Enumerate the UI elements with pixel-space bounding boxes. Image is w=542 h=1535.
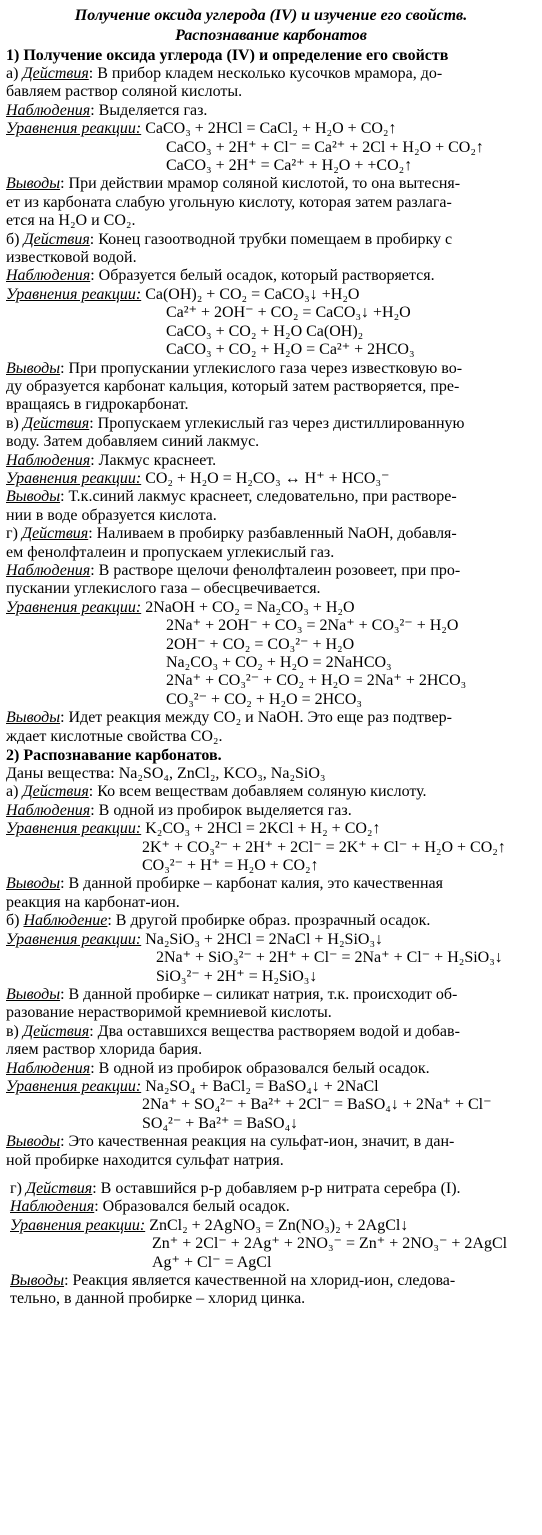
actions-label: Действия: [22, 414, 90, 432]
s1a-actions-line-1: а) Действия: В прибор кладем несколько кусочков мрамора, до-: [6, 65, 443, 82]
s2a-equation-3: CO₃²⁻ + H⁺ = H₂O + CO₂↑: [142, 857, 319, 875]
s1c-observations: Наблюдения: Лакмус краснеет.: [6, 451, 217, 469]
document-page: [6, 6, 536, 1309]
s2b-observations: б) Наблюдение: В другой пробирке образ. прозрачный осадок.: [6, 912, 431, 930]
observations-label: Наблюдения: [10, 1198, 95, 1216]
s1b-observations: Наблюдения: Образуется белый осадок, который растворяется.: [6, 267, 435, 285]
s1b-equation-1: Уравнения реакции: Ca(OH)₂ + CO₂ = CaCO₃↓ +H₂O: [6, 285, 360, 303]
s2d-equation-1: Уравнения реакции: ZnCl₂ + 2AgNO₃ = Zn(NO₃)₂ + 2AgCl↓: [10, 1216, 409, 1234]
equations-label: Уравнения реакции:: [6, 120, 142, 138]
s1d-equation-1: Уравнения реакции: 2NaOH + CO₂ = Na₂CO₃ + H₂O: [6, 598, 355, 616]
s1c-conclusion-line-1: Выводы: Т.к.синий лакмус краснеет, следовательно, при растворе-: [6, 488, 457, 506]
s1d-equation-4: Na₂CO₃ + CO₂ + H₂O = 2NaHCO₃: [166, 654, 392, 671]
conclusions-label: Выводы: [6, 488, 61, 506]
s2b-equation-1: Уравнения реакции: Na₂SiO₃ + 2HCl = 2NaCl + H₂SiO₃↓: [6, 930, 384, 948]
s2b-conclusion-line-2: разование нерастворимой кремниевой кислоты.: [6, 1004, 332, 1022]
conclusions-label: Выводы: [6, 985, 61, 1003]
s2b-equation-3: SiO₃²⁻ + 2H⁺ = H₂SiO₃↓: [156, 967, 318, 985]
s1d-equation-5: 2Na⁺ + CO₃²⁻ + CO₂ + H₂O = 2Na⁺ + 2HCO₃: [166, 672, 467, 690]
actions-label: Действия: [22, 1022, 90, 1040]
s2c-conclusion-line-2: ной пробирке находится сульфат натрия.: [6, 1151, 284, 1169]
s1b-conclusion-line-2: ду образуется карбонат кальция, который затем растворяется, пре-: [6, 377, 460, 395]
s2d-conclusion-line-2: тельно, в данной пробирке – хлорид цинка.: [10, 1290, 306, 1308]
s1d-observations-line-1: Наблюдения: В растворе щелочи фенолфталеин розовеет, при про-: [6, 561, 461, 579]
s1d-actions-line-2: ем фенолфталеин и пропускаем углекислый газ.: [6, 543, 335, 561]
s2a-equation-2: 2K⁺ + CO₃²⁻ + 2H⁺ + 2Cl⁻ = 2K⁺ + Cl⁻ + H₂O + CO₂↑: [142, 838, 506, 856]
page-title: [6, 6, 536, 46]
s2c-equation-3: SO₄²⁻ + Ba²⁺ = BaSO₄↓: [142, 1114, 299, 1132]
title-line-1: Получение оксида углерода (IV) и изучение его свойств.: [74, 7, 468, 24]
s2c-actions-line-2: ляем раствор хлорида бария.: [6, 1041, 203, 1059]
equations-label: Уравнения реакции:: [6, 285, 142, 303]
equations-label: Уравнения реакции:: [6, 1077, 142, 1095]
conclusions-label: Выводы: [10, 1272, 65, 1289]
section-1-heading: 1) Получение оксида углерода (IV) и определение его свойств: [6, 47, 449, 64]
s1d-observations-line-2: пускании углекислого газа – обесцвечивается.: [6, 580, 321, 598]
s1a-conclusion-line-3: ется на H₂O и CO₂.: [6, 212, 136, 230]
s2a-actions: а) Действия: Ко всем веществам добавляем соляную кислоту.: [6, 783, 427, 801]
observations-label: Наблюдения: [6, 1059, 91, 1077]
s1b-equation-3: CaCO₃ + CO₂ + H₂O Ca(OH)₂: [166, 322, 364, 340]
s1b-conclusion-line-1: Выводы: При пропускании углекислого газа через известковую во-: [6, 359, 463, 377]
s1d-conclusion-line-1: Выводы: Идет реакция между CO₂ и NaOH. Это еще раз подтвер-: [6, 709, 452, 727]
s1a-actions-line-2: бавляем раствор соляной кислоты.: [6, 83, 243, 101]
s1a-equation-3: CaCO₃ + 2H⁺ = Ca²⁺ + H₂O + +CO₂↑: [166, 157, 413, 175]
s2c-observations: Наблюдения: В одной из пробирок образовался белый осадок.: [6, 1059, 430, 1077]
s2c-conclusion-line-1: Выводы: Это качественная реакция на сульфат-ион, значит, в дан-: [6, 1133, 455, 1151]
s1c-actions-line-2: воду. Затем добавляем синий лакмус.: [6, 433, 260, 451]
s2d-conclusion-line-1: Выводы: Реакция является качественной на хлорид-ион, следова-: [10, 1272, 456, 1289]
s1a-conclusion-line-2: ет из карбоната слабую угольную кислоту, которая затем разлага-: [6, 193, 452, 211]
s1b-conclusion-line-3: вращаясь в гидрокарбонат.: [6, 396, 189, 414]
s1c-equation-1: Уравнения реакции: CO₂ + H₂O = H₂CO₃ ↔ H⁺ + HCO₃⁻: [6, 469, 390, 487]
s1d-equation-2: 2Na⁺ + 2OH⁻ + CO₃ = 2Na⁺ + CO₃²⁻ + H₂O: [166, 617, 459, 635]
s1b-equation-4: CaCO₃ + CO₂ + H₂O = Ca²⁺ + 2HCO₃: [166, 341, 415, 359]
observations-label: Наблюдения: [6, 451, 91, 469]
conclusions-label: Выводы: [6, 359, 61, 377]
s2a-observations: Наблюдения: В одной из пробирок выделяется газ.: [6, 801, 352, 819]
actions-label: Действия: [22, 783, 89, 801]
actions-label: Действия: [23, 230, 90, 248]
s1a-conclusion-line-1: Выводы: При действии мрамор соляной кислотой, то она вытесня-: [6, 175, 461, 193]
s2b-equation-2: 2Na⁺ + SiO₃²⁻ + 2H⁺ + Cl⁻ = 2Na⁺ + Cl⁻ + H₂SiO₃↓: [156, 949, 503, 967]
equations-label: Уравнения реакции:: [6, 598, 142, 616]
actions-label: Действия: [22, 65, 89, 82]
s2a-equation-1: Уравнения реакции: K₂CO₃ + 2HCl = 2KCl + H₂ + CO₂↑: [6, 820, 381, 838]
equations-label: Уравнения реакции:: [6, 930, 142, 948]
s2a-conclusion-line-2: реакция на карбонат-ион.: [6, 893, 180, 911]
s1a-observations: Наблюдения: Выделяется газ.: [6, 101, 208, 119]
equations-label: Уравнения реакции:: [6, 820, 142, 838]
s1a-equation-1: Уравнения реакции: CaCO₃ + 2HCl = CaCl₂ + H₂O + CO₂↑: [6, 120, 397, 138]
s1d-equation-6: CO₃²⁻ + CO₂ + H₂O = 2HCO₃: [166, 690, 362, 708]
s2-given-substances: Даны вещества: Na₂SO₄, ZnCl₂, KCO₃, Na₂SiO₃: [6, 765, 326, 783]
s2d-actions: г) Действия: В оставшийся р-р добавляем р-р нитрата серебра (I).: [10, 1179, 461, 1197]
s1d-equation-3: 2OH⁻ + CO₂ = CO₃²⁻ + H₂O: [166, 635, 355, 653]
s1b-actions-line-1: б) Действия: Конец газоотводной трубки помещаем в пробирку с: [6, 230, 453, 248]
conclusions-label: Выводы: [6, 709, 61, 727]
conclusions-label: Выводы: [6, 875, 61, 893]
s1c-actions-line-1: в) Действия: Пропускаем углекислый газ через дистиллированную: [6, 414, 465, 432]
observations-label: Наблюдения: [6, 101, 91, 119]
observations-label: Наблюдения: [6, 801, 91, 819]
s1c-conclusion-line-2: нии в воде образуется кислота.: [6, 506, 217, 524]
observations-label: Наблюдения: [6, 561, 91, 579]
s2d-equation-2: Zn⁺ + 2Cl⁻ + 2Ag⁺ + 2NO₃⁻ = Zn⁺ + 2NO₃⁻ + 2AgCl: [152, 1235, 508, 1253]
s1d-conclusion-line-2: ждает кислотные свойства CO₂.: [6, 727, 223, 745]
s1b-actions-line-2: известковой водой.: [6, 249, 137, 267]
conclusions-label: Выводы: [6, 1133, 61, 1151]
spacer: [6, 1170, 536, 1180]
s2c-actions-line-1: в) Действия: Два оставшихся вещества растворяем водой и добав-: [6, 1022, 460, 1040]
observations-label: Наблюдение: [23, 912, 108, 930]
s2b-conclusion-line-1: Выводы: В данной пробирке – силикат натрия, т.к. происходит об-: [6, 985, 458, 1003]
s2d-observations: Наблюдения: Образовался белый осадок.: [10, 1198, 290, 1216]
section-2-heading: 2) Распознавание карбонатов.: [6, 747, 222, 765]
s2c-equation-2: 2Na⁺ + SO₄²⁻ + Ba²⁺ + 2Cl⁻ = BaSO₄↓ + 2Na⁺ + Cl⁻: [142, 1096, 492, 1114]
conclusions-label: Выводы: [6, 175, 61, 193]
equations-label: Уравнения реакции:: [10, 1216, 146, 1234]
equations-label: Уравнения реакции:: [6, 469, 142, 487]
actions-label: Действия: [21, 525, 89, 543]
s2c-equation-1: Уравнения реакции: Na₂SO₄ + BaCl₂ = BaSO₄↓ + 2NaCl: [6, 1077, 379, 1095]
s2a-conclusion-line-1: Выводы: В данной пробирке – карбонат калия, это качественная: [6, 875, 443, 893]
observations-label: Наблюдения: [6, 267, 91, 285]
s2d-equation-3: Ag⁺ + Cl⁻ = AgCl: [152, 1253, 272, 1271]
s1a-equation-2: CaCO₃ + 2H⁺ + Cl⁻ = Ca²⁺ + 2Cl + H₂O + CO₂↑: [166, 138, 484, 156]
s1d-actions-line-1: г) Действия: Наливаем в пробирку разбавленный NaOH, добавля-: [6, 525, 457, 543]
title-line-2: Распознавание карбонатов: [175, 27, 367, 44]
s1b-equation-2: Ca²⁺ + 2OH⁻ + CO₂ = CaCO₃↓ +H₂O: [166, 304, 411, 322]
actions-label: Действия: [25, 1179, 93, 1197]
